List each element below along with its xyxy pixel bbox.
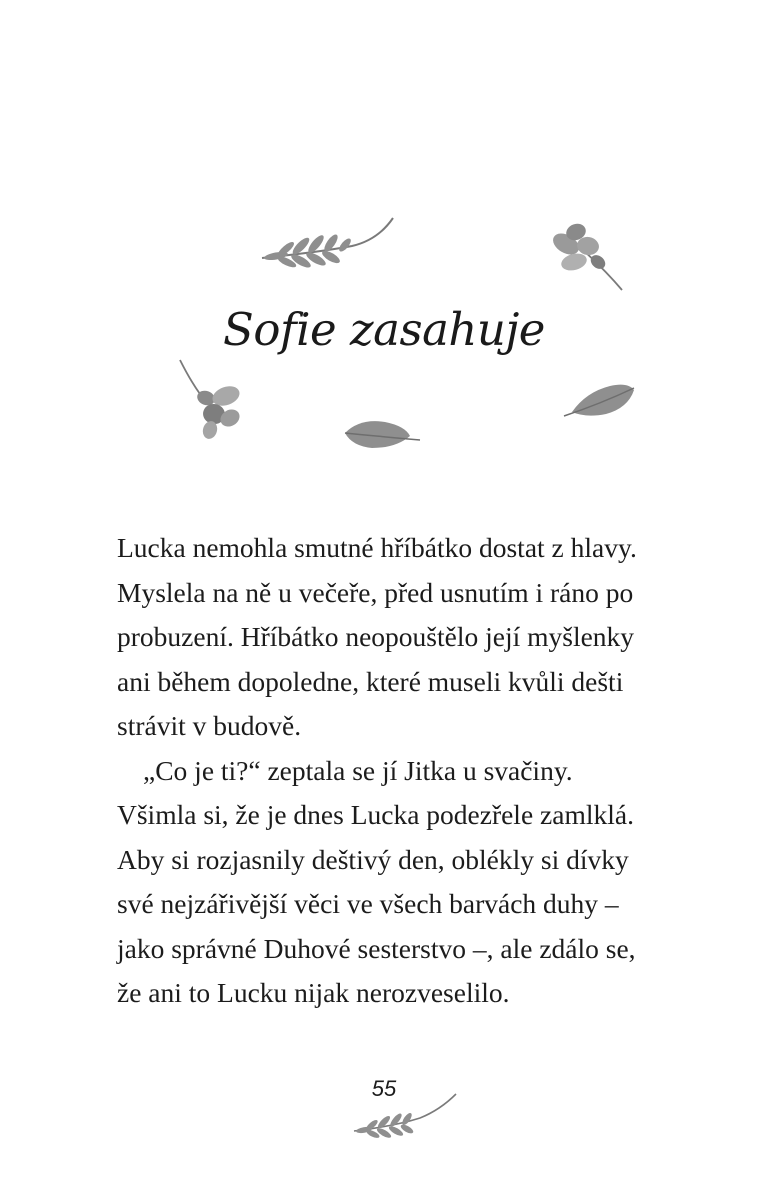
leaf-icon bbox=[564, 385, 634, 416]
text-line: probuzení. Hříbátko neopouštělo její myšlenky bbox=[117, 621, 635, 652]
text-line: „Co je ti?“ zeptala se jí Jitka u svačiny. bbox=[143, 754, 573, 786]
leaf-icon bbox=[345, 421, 420, 448]
petal-flower-icon bbox=[180, 360, 243, 441]
paragraph bbox=[117, 526, 677, 749]
chapter-body bbox=[117, 526, 677, 1016]
text-line: Lucka nemohla smutné hříbátko dostat z hlavy. bbox=[117, 532, 637, 563]
text-line: Myslela na ně u večeře, před usnutím i ráno po bbox=[117, 576, 634, 608]
text-line: ani během dopoledne, které museli kvůli dešti bbox=[117, 665, 624, 697]
text-line: Všimla si, že je dnes Lucka podezřele zamlklá. bbox=[117, 799, 634, 830]
text-line: že ani to Lucku nijak nerozveselilo. bbox=[117, 977, 510, 1008]
text-line: své nejzářivější věci ve všech barvách duhy – bbox=[117, 888, 619, 919]
text-line: Aby si rozjasnily deštivý den, oblékly si dívky bbox=[117, 843, 629, 875]
petal-flower-icon bbox=[549, 221, 622, 290]
text-line: jako správné Duhové sesterstvo –, ale zdálo se, bbox=[117, 932, 636, 964]
fern-sprig-icon bbox=[262, 218, 393, 270]
paragraph bbox=[117, 749, 677, 1016]
page-number: 55 bbox=[371, 1076, 397, 1101]
chapter-title: Sofie zasahuje bbox=[223, 303, 545, 356]
text-line: strávit v budově. bbox=[117, 710, 302, 741]
